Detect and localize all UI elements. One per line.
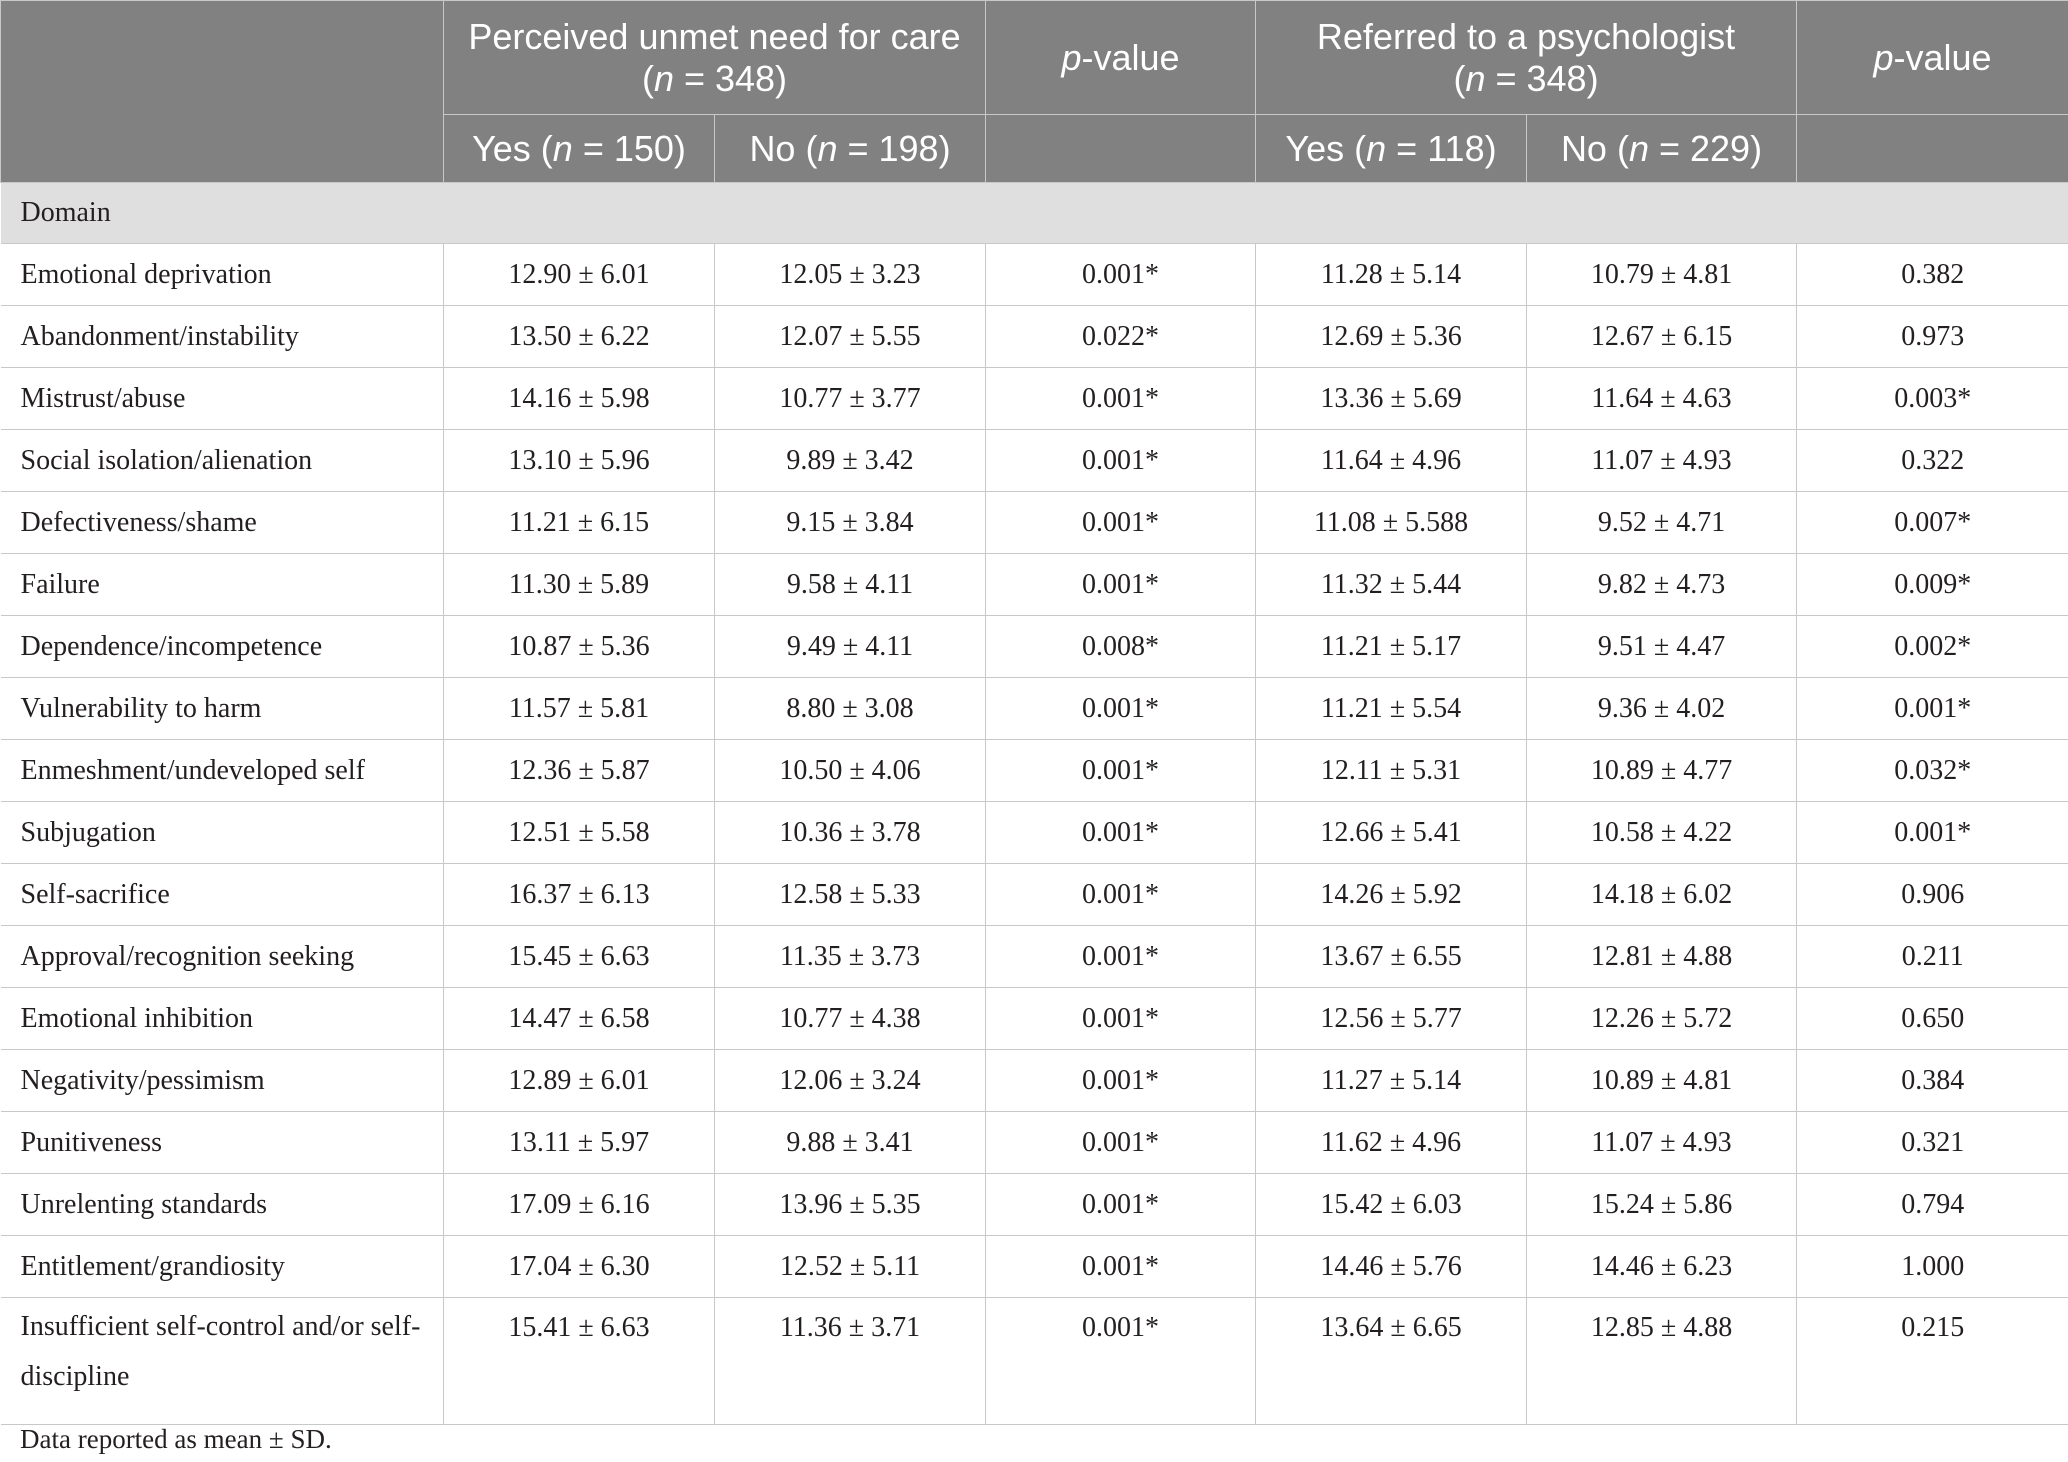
cell-referred-pvalue: 0.007* [1797, 492, 2068, 554]
cell-referred-no: 14.18 ± 6.02 [1527, 864, 1797, 926]
cell-unmet-no: 10.77 ± 4.38 [715, 988, 986, 1050]
domain-name-cell: Vulnerability to harm [1, 678, 444, 740]
domain-name-cell: Subjugation [1, 802, 444, 864]
cell-unmet-yes: 14.47 ± 6.58 [444, 988, 715, 1050]
subheader-pvalue-1-empty [986, 115, 1256, 183]
cell-unmet-yes: 17.04 ± 6.30 [444, 1236, 715, 1298]
cell-referred-yes: 11.28 ± 5.14 [1256, 244, 1527, 306]
table-row [1, 988, 2068, 1050]
cell-unmet-no: 10.36 ± 3.78 [715, 802, 986, 864]
cell-unmet-no: 8.80 ± 3.08 [715, 678, 986, 740]
domain-name-cell: Self-sacrifice [1, 864, 444, 926]
domain-name-cell: Dependence/incompetence [1, 616, 444, 678]
cell-unmet-pvalue: 0.001* [986, 988, 1256, 1050]
cell-referred-no: 10.79 ± 4.81 [1527, 244, 1797, 306]
table-footnote: Data reported as mean ± SD. [20, 1424, 332, 1454]
cell-unmet-yes: 14.16 ± 5.98 [444, 368, 715, 430]
cell-referred-no: 11.07 ± 4.93 [1527, 1112, 1797, 1174]
cell-unmet-yes: 11.30 ± 5.89 [444, 554, 715, 616]
cell-unmet-yes: 12.89 ± 6.01 [444, 1050, 715, 1112]
header-group-referred: Referred to a psychologist (n = 348) [1256, 1, 1797, 115]
cell-referred-no: 12.81 ± 4.88 [1527, 926, 1797, 988]
cell-referred-yes: 13.67 ± 6.55 [1256, 926, 1527, 988]
cell-referred-yes: 11.21 ± 5.54 [1256, 678, 1527, 740]
cell-referred-pvalue: 0.794 [1797, 1174, 2068, 1236]
cell-referred-no: 12.26 ± 5.72 [1527, 988, 1797, 1050]
cell-unmet-no: 12.52 ± 5.11 [715, 1236, 986, 1298]
domain-name-cell: Enmeshment/undeveloped self [1, 740, 444, 802]
cell-referred-pvalue: 0.382 [1797, 244, 2068, 306]
table-row [1, 1050, 2068, 1112]
cell-unmet-pvalue: 0.008* [986, 616, 1256, 678]
cell-referred-no: 10.89 ± 4.77 [1527, 740, 1797, 802]
cell-unmet-no: 13.96 ± 5.35 [715, 1174, 986, 1236]
header-pvalue-1: p-value [986, 1, 1256, 115]
cell-referred-yes: 14.46 ± 5.76 [1256, 1236, 1527, 1298]
cell-unmet-yes: 13.50 ± 6.22 [444, 306, 715, 368]
domain-name-cell: Negativity/pessimism [1, 1050, 444, 1112]
cell-unmet-pvalue: 0.001* [986, 740, 1256, 802]
cell-referred-yes: 11.21 ± 5.17 [1256, 616, 1527, 678]
cell-unmet-yes: 15.41 ± 6.63 [444, 1298, 715, 1425]
subheader-unmet-no: No (n = 198) [715, 115, 986, 183]
table-row [1, 244, 2068, 306]
cell-unmet-pvalue: 0.001* [986, 492, 1256, 554]
cell-referred-pvalue: 0.906 [1797, 864, 2068, 926]
cell-unmet-no: 9.15 ± 3.84 [715, 492, 986, 554]
table-row [1, 1174, 2068, 1236]
cell-unmet-no: 12.07 ± 5.55 [715, 306, 986, 368]
cell-referred-pvalue: 0.973 [1797, 306, 2068, 368]
cell-referred-no: 11.64 ± 4.63 [1527, 368, 1797, 430]
cell-referred-yes: 12.66 ± 5.41 [1256, 802, 1527, 864]
cell-unmet-no: 11.35 ± 3.73 [715, 926, 986, 988]
cell-unmet-no: 12.06 ± 3.24 [715, 1050, 986, 1112]
cell-referred-pvalue: 0.321 [1797, 1112, 2068, 1174]
cell-referred-yes: 12.69 ± 5.36 [1256, 306, 1527, 368]
cell-referred-yes: 13.64 ± 6.65 [1256, 1298, 1527, 1425]
cell-unmet-no: 10.50 ± 4.06 [715, 740, 986, 802]
cell-unmet-pvalue: 0.001* [986, 430, 1256, 492]
cell-referred-yes: 11.08 ± 5.588 [1256, 492, 1527, 554]
cell-referred-pvalue: 1.000 [1797, 1236, 2068, 1298]
table-row [1, 1112, 2068, 1174]
cell-referred-no: 15.24 ± 5.86 [1527, 1174, 1797, 1236]
table-row [1, 1236, 2068, 1298]
cell-referred-yes: 11.62 ± 4.96 [1256, 1112, 1527, 1174]
domain-name-cell: Mistrust/abuse [1, 368, 444, 430]
subheader-pvalue-2-empty [1797, 115, 2068, 183]
cell-unmet-pvalue: 0.001* [986, 864, 1256, 926]
subheader-referred-yes: Yes (n = 118) [1256, 115, 1527, 183]
cell-unmet-no: 11.36 ± 3.71 [715, 1298, 986, 1425]
table-row [1, 430, 2068, 492]
cell-unmet-yes: 12.51 ± 5.58 [444, 802, 715, 864]
cell-unmet-pvalue: 0.001* [986, 1298, 1256, 1425]
cell-referred-pvalue: 0.003* [1797, 368, 2068, 430]
table-row [1, 492, 2068, 554]
cell-unmet-pvalue: 0.001* [986, 1112, 1256, 1174]
cell-referred-no: 12.67 ± 6.15 [1527, 306, 1797, 368]
table-row [1, 368, 2068, 430]
header-pvalue-2: p-value [1797, 1, 2068, 115]
cell-referred-no: 11.07 ± 4.93 [1527, 430, 1797, 492]
domain-name-cell: Failure [1, 554, 444, 616]
domain-name-cell: Emotional inhibition [1, 988, 444, 1050]
cell-unmet-pvalue: 0.001* [986, 802, 1256, 864]
table-row [1, 740, 2068, 802]
cell-unmet-no: 9.88 ± 3.41 [715, 1112, 986, 1174]
table-row [1, 616, 2068, 678]
cell-referred-pvalue: 0.032* [1797, 740, 2068, 802]
section-label: Domain [1, 183, 2068, 244]
cell-unmet-pvalue: 0.001* [986, 1174, 1256, 1236]
cell-referred-pvalue: 0.009* [1797, 554, 2068, 616]
cell-unmet-no: 12.58 ± 5.33 [715, 864, 986, 926]
header-group-unmet-need: Perceived unmet need for care (n = 348) [444, 1, 986, 115]
cell-referred-no: 9.82 ± 4.73 [1527, 554, 1797, 616]
domain-name-cell: Abandonment/instability [1, 306, 444, 368]
domain-name-cell: Unrelenting standards [1, 1174, 444, 1236]
section-row [1, 183, 2068, 244]
cell-referred-yes: 14.26 ± 5.92 [1256, 864, 1527, 926]
cell-unmet-yes: 10.87 ± 5.36 [444, 616, 715, 678]
cell-referred-no: 9.52 ± 4.71 [1527, 492, 1797, 554]
table-body [1, 183, 2068, 1425]
cell-referred-yes: 13.36 ± 5.69 [1256, 368, 1527, 430]
cell-referred-yes: 12.56 ± 5.77 [1256, 988, 1527, 1050]
table-row [1, 554, 2068, 616]
domain-name-cell: Punitiveness [1, 1112, 444, 1174]
cell-referred-no: 9.51 ± 4.47 [1527, 616, 1797, 678]
cell-unmet-pvalue: 0.001* [986, 554, 1256, 616]
cell-referred-yes: 11.64 ± 4.96 [1256, 430, 1527, 492]
cell-unmet-yes: 11.57 ± 5.81 [444, 678, 715, 740]
cell-unmet-no: 12.05 ± 3.23 [715, 244, 986, 306]
cell-unmet-no: 10.77 ± 3.77 [715, 368, 986, 430]
cell-referred-pvalue: 0.001* [1797, 802, 2068, 864]
cell-unmet-yes: 13.11 ± 5.97 [444, 1112, 715, 1174]
cell-referred-yes: 15.42 ± 6.03 [1256, 1174, 1527, 1236]
table-row [1, 864, 2068, 926]
cell-unmet-pvalue: 0.001* [986, 368, 1256, 430]
cell-referred-no: 12.85 ± 4.88 [1527, 1298, 1797, 1425]
cell-referred-pvalue: 0.384 [1797, 1050, 2068, 1112]
table-row [1, 802, 2068, 864]
subheader-referred-no: No (n = 229) [1527, 115, 1797, 183]
cell-unmet-yes: 12.36 ± 5.87 [444, 740, 715, 802]
cell-unmet-pvalue: 0.001* [986, 1236, 1256, 1298]
cell-referred-pvalue: 0.650 [1797, 988, 2068, 1050]
table-row [1, 306, 2068, 368]
cell-unmet-yes: 13.10 ± 5.96 [444, 430, 715, 492]
subheader-unmet-yes: Yes (n = 150) [444, 115, 715, 183]
cell-unmet-pvalue: 0.001* [986, 1050, 1256, 1112]
cell-referred-no: 10.89 ± 4.81 [1527, 1050, 1797, 1112]
cell-unmet-yes: 12.90 ± 6.01 [444, 244, 715, 306]
cell-referred-yes: 11.27 ± 5.14 [1256, 1050, 1527, 1112]
cell-unmet-no: 9.49 ± 4.11 [715, 616, 986, 678]
cell-unmet-yes: 17.09 ± 6.16 [444, 1174, 715, 1236]
domain-name-cell: Entitlement/grandiosity [1, 1236, 444, 1298]
domain-name-cell: Defectiveness/shame [1, 492, 444, 554]
header-corner [1, 1, 444, 183]
table-row [1, 678, 2068, 740]
cell-referred-no: 9.36 ± 4.02 [1527, 678, 1797, 740]
cell-unmet-yes: 11.21 ± 6.15 [444, 492, 715, 554]
domain-name-cell: Approval/recognition seeking [1, 926, 444, 988]
table-header [1, 1, 2068, 183]
cell-unmet-pvalue: 0.022* [986, 306, 1256, 368]
cell-unmet-no: 9.58 ± 4.11 [715, 554, 986, 616]
cell-referred-pvalue: 0.002* [1797, 616, 2068, 678]
cell-unmet-no: 9.89 ± 3.42 [715, 430, 986, 492]
cell-referred-yes: 11.32 ± 5.44 [1256, 554, 1527, 616]
cell-referred-pvalue: 0.322 [1797, 430, 2068, 492]
cell-unmet-pvalue: 0.001* [986, 678, 1256, 740]
cell-unmet-yes: 15.45 ± 6.63 [444, 926, 715, 988]
cell-referred-pvalue: 0.001* [1797, 678, 2068, 740]
cell-referred-pvalue: 0.211 [1797, 926, 2068, 988]
cell-referred-no: 10.58 ± 4.22 [1527, 802, 1797, 864]
table-row [1, 926, 2068, 988]
cell-referred-no: 14.46 ± 6.23 [1527, 1236, 1797, 1298]
cell-unmet-yes: 16.37 ± 6.13 [444, 864, 715, 926]
cell-referred-yes: 12.11 ± 5.31 [1256, 740, 1527, 802]
table-row [1, 1298, 2068, 1425]
cell-referred-pvalue: 0.215 [1797, 1298, 2068, 1425]
cell-unmet-pvalue: 0.001* [986, 926, 1256, 988]
domain-name-cell: Social isolation/alienation [1, 430, 444, 492]
cell-unmet-pvalue: 0.001* [986, 244, 1256, 306]
domain-name-cell: Emotional deprivation [1, 244, 444, 306]
domain-name-cell: Insufficient self-control and/or self-discipline [1, 1298, 444, 1425]
